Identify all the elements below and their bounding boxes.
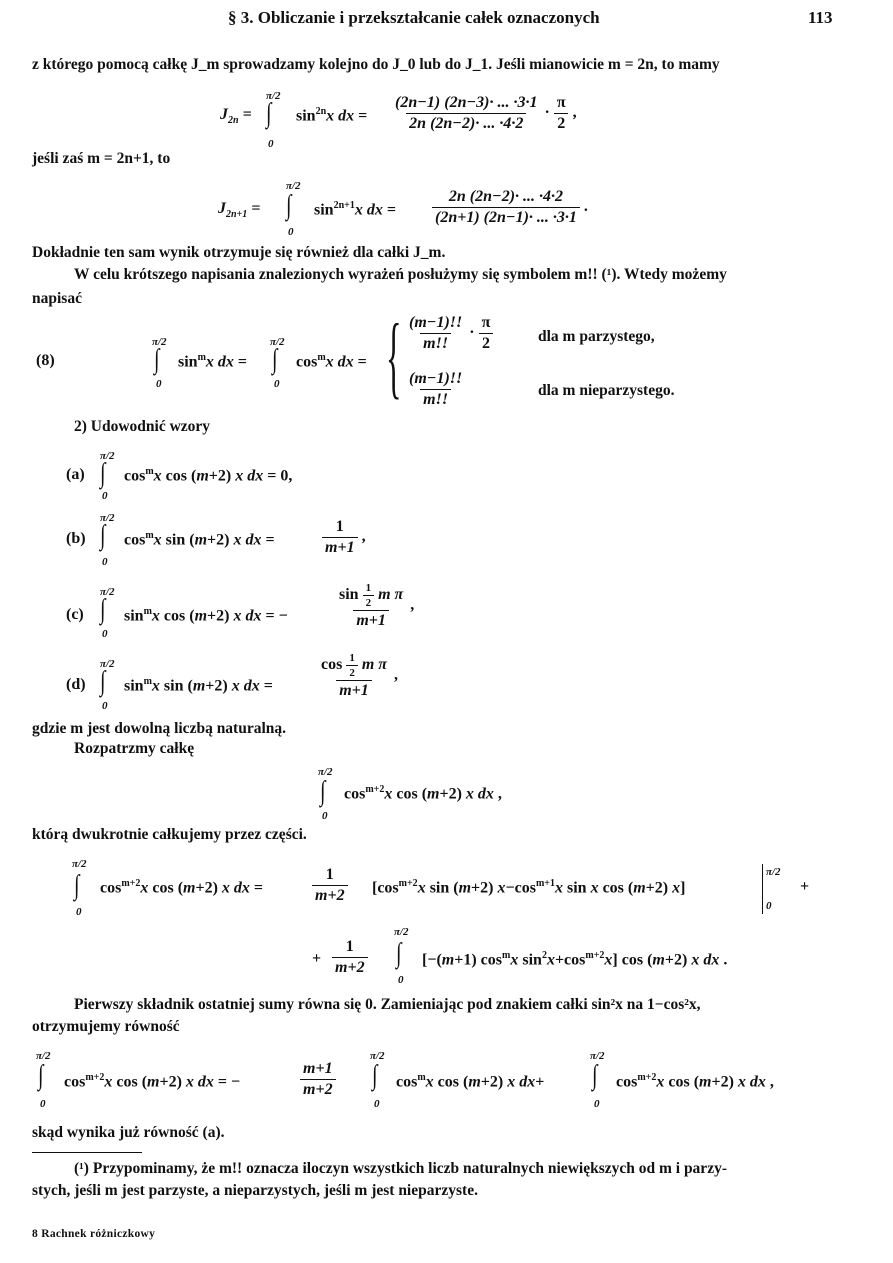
integral-sign: ∫ (74, 870, 80, 901)
integral-sign: ∫ (372, 1060, 378, 1091)
equation-label: (8) (36, 352, 55, 369)
running-header: § 3. Obliczanie i przekształcanie całek oznaczonych (228, 8, 600, 27)
printer-signature: 8 Rachnek różniczkowy (32, 1228, 156, 1240)
integral-sign: ∫ (38, 1060, 44, 1091)
integral-sign: ∫ (100, 666, 106, 697)
integral-sign: ∫ (154, 344, 160, 375)
paragraph-4b: napisać (32, 290, 82, 307)
paragraph-4a: W celu krótszego napisania znalezionych wyrażeń posłużymy się symbolem m!! (¹). Wtedy możemy (74, 266, 727, 283)
integral-sign: ∫ (592, 1060, 598, 1091)
paragraph-6: gdzie m jest dowolną liczbą naturalną. (32, 720, 287, 737)
paragraph-5: 2) Udowodnić wzory (74, 418, 211, 435)
integral-sign: ∫ (266, 98, 272, 129)
paragraph-2: jeśli zaś m = 2n+1, to (32, 150, 171, 167)
case-even: dla m parzystego, (538, 328, 655, 345)
integral-sign: ∫ (100, 594, 106, 625)
evaluation-bar (762, 864, 763, 914)
paragraph-1: z którego pomocą całkę J_m sprowadzamy kolejno do J_0 lub do J_1. Jeśli mianowicie m = 2n, to mamy (32, 56, 720, 73)
paragraph-9b: otrzymujemy równość (32, 1018, 180, 1035)
paragraph-8: którą dwukrotnie całkujemy przez części. (32, 826, 307, 843)
footnote-line-1: (¹) Przypominamy, że m!! oznacza iloczyn wszystkich liczb naturalnych niewiększych od m i parzy- (74, 1160, 727, 1177)
paragraph-9a: Pierwszy składnik ostatniej sumy równa się 0. Zamieniając pod znakiem całki sin²x na 1−cos²x, (74, 996, 701, 1013)
integral-sign: ∫ (100, 458, 106, 489)
paragraph-3: Dokładnie ten sam wynik otrzymuje się również dla całki J_m. (32, 244, 446, 261)
paragraph-7: Rozpatrzmy całkę (74, 740, 195, 757)
case-odd: dla m nieparzystego. (538, 382, 675, 399)
integral-sign: ∫ (320, 776, 326, 807)
left-brace: { (386, 305, 402, 407)
page-number: 113 (808, 8, 833, 27)
integral-sign: ∫ (100, 520, 106, 551)
integral-sign: ∫ (272, 344, 278, 375)
integral-sign: ∫ (396, 938, 402, 969)
footnote-line-2: stych, jeśli m jest parzyste, a nieparzystych, jeśli m jest nieparzyste. (32, 1182, 478, 1199)
paragraph-10: skąd wynika już równość (a). (32, 1124, 225, 1141)
footnote-rule (32, 1152, 142, 1153)
integral-sign: ∫ (286, 190, 292, 221)
